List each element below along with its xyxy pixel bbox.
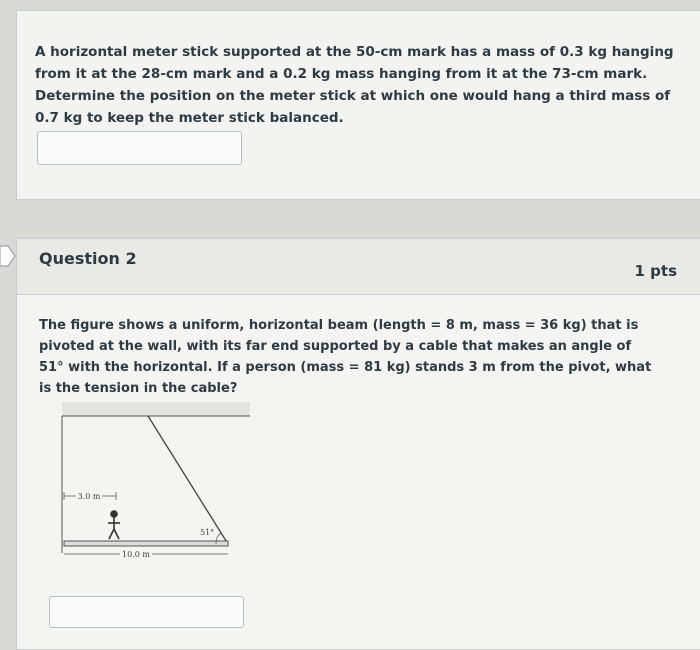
question-2-header [17, 239, 700, 295]
question-1-text: A horizontal meter stick supported at the 50-cm mark has a mass of 0.3 kg hanging from it at the 28-cm mark and a 0.2 kg mass hanging from it at the 73-cm mark. Determine the position on the meter stick at which one would hang a third mass of 0.7 kg to keep the meter stick balanced. [35, 44, 674, 126]
current-question-arrow-icon [0, 245, 16, 267]
distance-3m-label: 3.0 m [77, 492, 101, 501]
beam [64, 541, 228, 546]
question-2-text: The figure shows a uniform, horizontal beam (length = 8 m, mass = 36 kg) that is pivoted at the wall, with its far end supported by a cable that makes an angle of 51° with the horizontal. If a person (mass = 81 kg) stands 3 m from the pivot, what is the tension in the cable? [39, 318, 652, 396]
person-icon [108, 511, 120, 539]
question-2-points: 1 pts [634, 262, 677, 280]
question-2-title: Question 2 [39, 249, 137, 268]
beam-length-label: 10.0 m [122, 550, 150, 558]
question-2-answer-input[interactable] [49, 596, 244, 628]
beam-cable-figure [40, 398, 255, 558]
ceiling-hatch [62, 402, 250, 416]
question-1-card [16, 10, 700, 200]
angle-label: 51° [200, 528, 215, 537]
cable-line [148, 416, 228, 544]
question-1-answer-input[interactable] [37, 131, 242, 165]
